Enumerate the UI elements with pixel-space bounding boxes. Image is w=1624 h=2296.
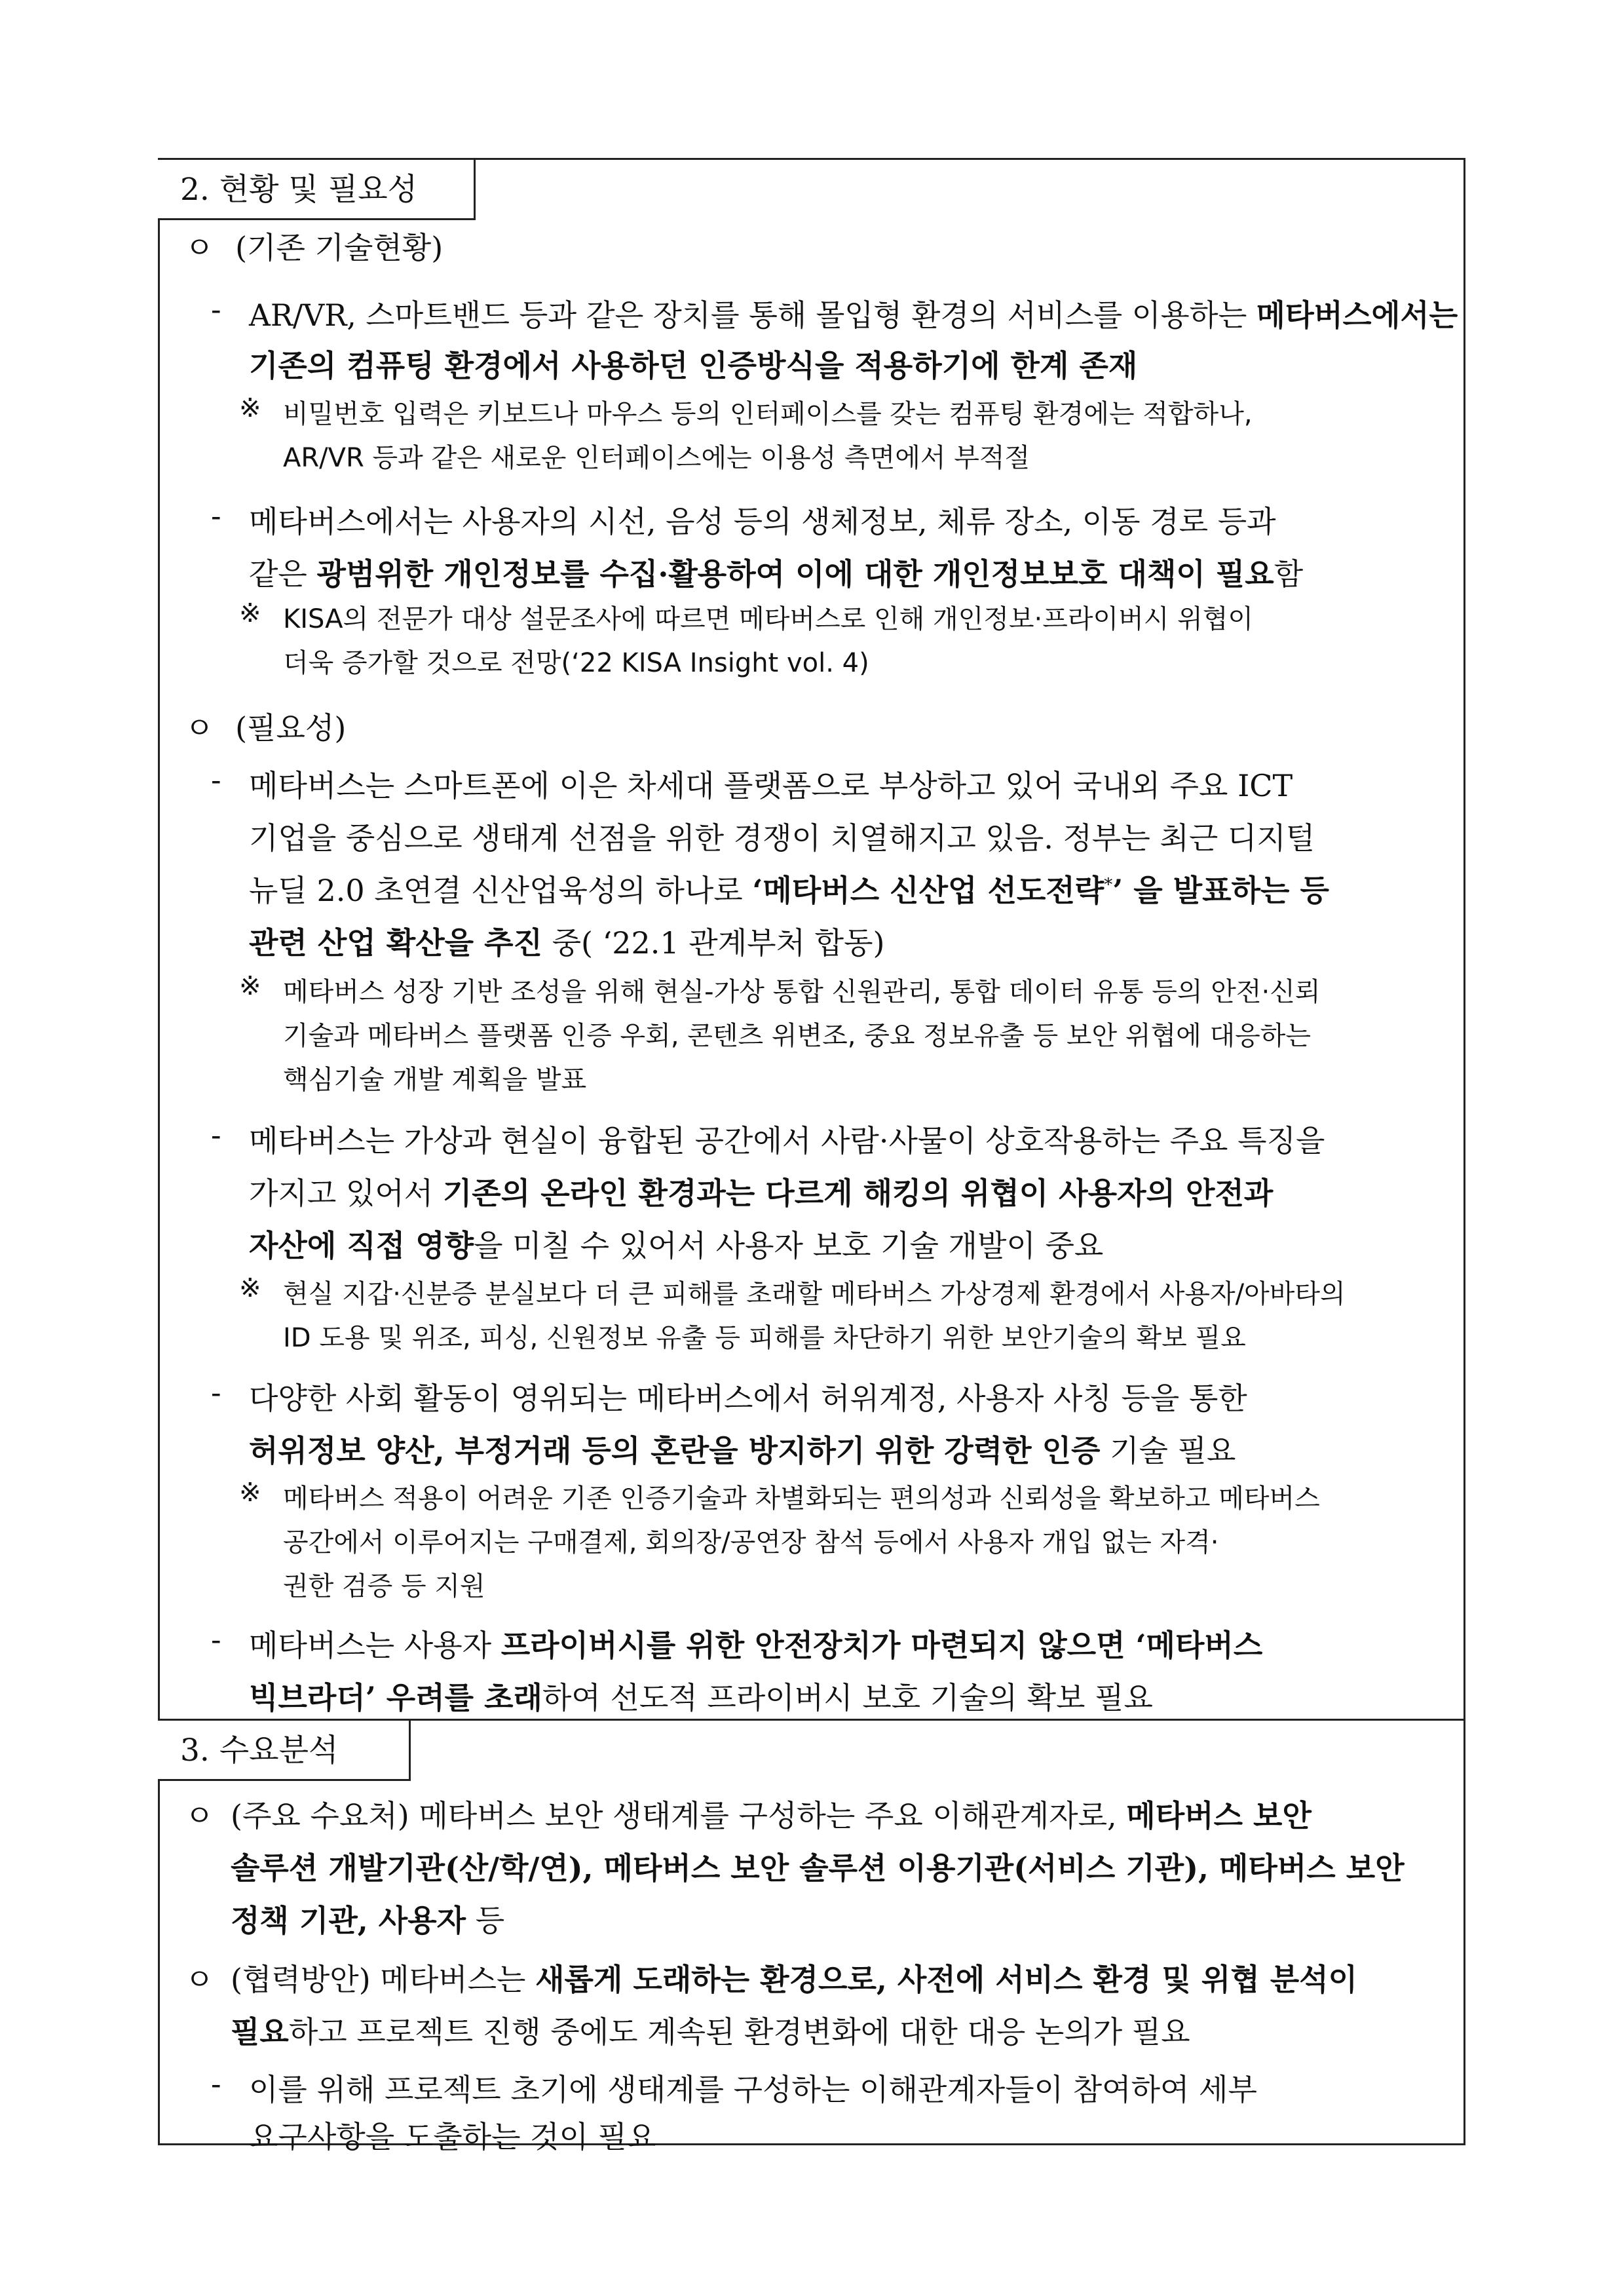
text-line bbox=[249, 1222, 1103, 1265]
text-line: 다양한 사회 활동이 영위되는 메타버스에서 허위계정, 사용자 사칭 등을 통한 bbox=[249, 1381, 1247, 1416]
bold-span: 메타버스에서는 bbox=[1256, 297, 1458, 333]
note-symbol: ※ bbox=[239, 393, 261, 423]
note-symbol: ※ bbox=[239, 598, 261, 628]
dash-mark: - bbox=[211, 762, 221, 797]
note-line: AR/VR 등과 같은 새로운 인터페이스에는 이용성 측면에서 부적절 bbox=[283, 443, 1030, 473]
note-line: KISA의 전문가 대상 설문조사에 따르면 메타버스로 인해 개인정보·프라이버시 위협이 bbox=[283, 604, 1254, 634]
text-span: 하고 프로젝트 진행 중에도 계속된 환경변화에 대한 대응 논의가 필요 bbox=[288, 2014, 1190, 2050]
text-line bbox=[249, 919, 884, 963]
text-line bbox=[249, 550, 1303, 594]
text-span: (협력방안) 메타버스는 bbox=[231, 1962, 536, 1997]
text-line: 이를 위해 프로젝트 초기에 생태계를 구성하는 이해관계자들이 참여하여 세부 bbox=[249, 2072, 1257, 2107]
text-span: AR/VR, 스마트밴드 등과 같은 장치를 통해 몰입형 환경의 서비스를 이용하는 bbox=[249, 297, 1256, 333]
text-span: 등 bbox=[466, 1903, 505, 1938]
note-mark bbox=[239, 1273, 261, 1303]
dash-item bbox=[211, 292, 221, 327]
text-line bbox=[249, 1622, 1262, 1665]
text-span: 같은 bbox=[249, 556, 317, 592]
text-line bbox=[231, 1845, 1405, 1888]
footnote-mark: * bbox=[1104, 875, 1113, 895]
bold-span: 솔루션 개발기관(산/학/연), 메타버스 보안 솔루션 이용기관(서비스 기관), 메타버스 보안 bbox=[231, 1850, 1405, 1886]
dash-item bbox=[211, 1375, 221, 1410]
text-span: (주요 수요처) 메타버스 보안 생태계를 구성하는 주요 이해관계자로, bbox=[231, 1798, 1127, 1833]
bullet-demand bbox=[185, 1792, 214, 1835]
bullet-mark: ㅇ bbox=[185, 1798, 214, 1833]
dash-item bbox=[211, 2066, 221, 2101]
bold-span: 관련 산업 확산을 추진 bbox=[249, 925, 542, 961]
text-span: 뉴딜 2.0 초연결 신산업육성의 하나로 bbox=[249, 873, 753, 908]
text-line bbox=[249, 1674, 1153, 1717]
bold-span: 허위정보 양산, 부정거래 등의 혼란을 방지하기 위한 강력한 인증 bbox=[249, 1433, 1101, 1468]
note-line: 공간에서 이루어지는 구매결제, 회의장/공연장 참석 등에서 사용자 개입 없는 자격· bbox=[283, 1527, 1219, 1558]
bullet-current-tech bbox=[185, 224, 443, 267]
text-line bbox=[249, 342, 1137, 385]
bold-span: 기존의 온라인 환경과는 다르게 해킹의 위협이 사용자의 안전과 bbox=[442, 1176, 1274, 1211]
bullet-mark: ㅇ bbox=[185, 1962, 214, 1997]
dash-mark: - bbox=[211, 2066, 221, 2101]
bullet-mark: ㅇ bbox=[185, 710, 214, 746]
dash-item bbox=[211, 1117, 221, 1153]
bullet-title: (필요성) bbox=[235, 710, 347, 746]
bold-span: 빅브라더’ 우려를 초래 bbox=[249, 1680, 542, 1715]
text-line: 요구사항을 도출하는 것이 필요 bbox=[249, 2119, 656, 2154]
section-3-title: 3. 수요분석 bbox=[180, 1732, 339, 1769]
bold-span: 자산에 직접 영향 bbox=[249, 1228, 474, 1263]
text-span: 중( ‘22.1 관계부처 합동) bbox=[542, 925, 885, 961]
note-line: ID 도용 및 위조, 피싱, 신원정보 유출 등 피해를 차단하기 위한 보안기술의 확보 필요 bbox=[283, 1323, 1246, 1353]
note-line: 권한 검증 등 지원 bbox=[283, 1571, 485, 1601]
dash-mark: - bbox=[211, 498, 221, 533]
bold-span: 프라이버시를 위한 안전장치가 마련되지 않으면 ‘메타버스 bbox=[500, 1628, 1263, 1663]
bullet-mark: ㅇ bbox=[185, 230, 214, 265]
text-line bbox=[231, 1897, 504, 1940]
note-line: 더욱 증가할 것으로 전망(‘22 KISA Insight vol. 4) bbox=[283, 648, 869, 678]
bold-span: 기존의 컴퓨팅 환경에서 사용하던 인증방식을 적용하기에 한계 존재 bbox=[249, 348, 1138, 383]
bold-span: 광범위한 개인정보를 수집·활용하여 이에 대한 개인정보보호 대책이 필요 bbox=[316, 556, 1274, 592]
text-line bbox=[249, 867, 1329, 910]
text-span: 가지고 있어서 bbox=[249, 1176, 443, 1211]
dash-item bbox=[211, 762, 221, 797]
section-2-heading bbox=[158, 158, 476, 220]
bullet-cooperation bbox=[185, 1956, 214, 1999]
bold-span: 필요 bbox=[231, 2014, 289, 2050]
bullet-necessity bbox=[185, 704, 346, 748]
text-line bbox=[249, 1427, 1236, 1470]
dash-item bbox=[211, 498, 221, 533]
bold-span: 정책 기관, 사용자 bbox=[231, 1903, 466, 1938]
text-line: 기업을 중심으로 생태계 선점을 위한 경쟁이 치열해지고 있음. 정부는 최근 디지털 bbox=[249, 820, 1315, 856]
text-line bbox=[249, 292, 1458, 335]
text-span: 기술 필요 bbox=[1100, 1433, 1236, 1468]
note-line: 기술과 메타버스 플랫폼 인증 우회, 콘텐츠 위변조, 중요 정보유출 등 보안 위협에 대응하는 bbox=[283, 1021, 1312, 1051]
text-span: 함 bbox=[1274, 556, 1304, 592]
dash-mark: - bbox=[211, 1117, 221, 1153]
note-line: 비밀번호 입력은 키보드나 마우스 등의 인터페이스를 갖는 컴퓨팅 환경에는 적합하나, bbox=[283, 399, 1253, 429]
text-span: 을 미칠 수 있어서 사용자 보호 기술 개발이 중요 bbox=[474, 1228, 1104, 1263]
note-mark bbox=[239, 598, 261, 628]
text-line: 메타버스는 가상과 현실이 융합된 공간에서 사람·사물이 상호작용하는 주요 특징을 bbox=[249, 1123, 1325, 1158]
note-mark bbox=[239, 1478, 261, 1508]
bold-span: ’ 을 발표하는 등 bbox=[1112, 873, 1329, 908]
dash-mark: - bbox=[211, 1375, 221, 1410]
note-symbol: ※ bbox=[239, 1273, 261, 1303]
note-line: 핵심기술 개발 계획을 발표 bbox=[283, 1065, 587, 1095]
bullet-title: (기존 기술현황) bbox=[235, 230, 444, 265]
text-line bbox=[231, 1792, 1312, 1835]
dash-mark: - bbox=[211, 1622, 221, 1657]
note-mark bbox=[239, 393, 261, 423]
section-2-title: 2. 현황 및 필요성 bbox=[180, 172, 418, 208]
text-span: 메타버스는 사용자 bbox=[249, 1628, 501, 1663]
note-line: 메타버스 적용이 어려운 기존 인증기술과 차별화되는 편의성과 신뢰성을 확보하고 메타버스 bbox=[283, 1483, 1320, 1514]
dash-item bbox=[211, 1622, 221, 1657]
bold-span: 메타버스 보안 bbox=[1126, 1798, 1312, 1833]
note-symbol: ※ bbox=[239, 1478, 261, 1508]
section-3-heading bbox=[158, 1719, 411, 1781]
note-line: 현실 지갑·신분증 분실보다 더 큰 피해를 초래할 메타버스 가상경제 환경에서 사용자/아바타의 bbox=[283, 1279, 1346, 1309]
note-line: 메타버스 성장 기반 조성을 위해 현실-가상 통합 신원관리, 통합 데이터 유통 등의 안전·신뢰 bbox=[283, 977, 1321, 1007]
text-line bbox=[231, 1956, 1357, 1999]
note-mark bbox=[239, 971, 261, 1001]
text-span: 하여 선도적 프라이버시 보호 기술의 확보 필요 bbox=[542, 1680, 1153, 1715]
text-line bbox=[249, 1170, 1273, 1213]
text-line: 메타버스에서는 사용자의 시선, 음성 등의 생체정보, 체류 장소, 이동 경로 등과 bbox=[249, 504, 1276, 539]
bold-span: ‘메타버스 신산업 선도전략 bbox=[752, 873, 1105, 908]
dash-mark: - bbox=[211, 292, 221, 327]
bold-span: 새롭게 도래하는 환경으로, 사전에 서비스 환경 및 위협 분석이 bbox=[535, 1962, 1358, 1997]
text-line bbox=[231, 2008, 1190, 2052]
note-symbol: ※ bbox=[239, 971, 261, 1001]
text-line: 메타버스는 스마트폰에 이은 차세대 플랫폼으로 부상하고 있어 국내외 주요 ICT bbox=[249, 768, 1293, 803]
